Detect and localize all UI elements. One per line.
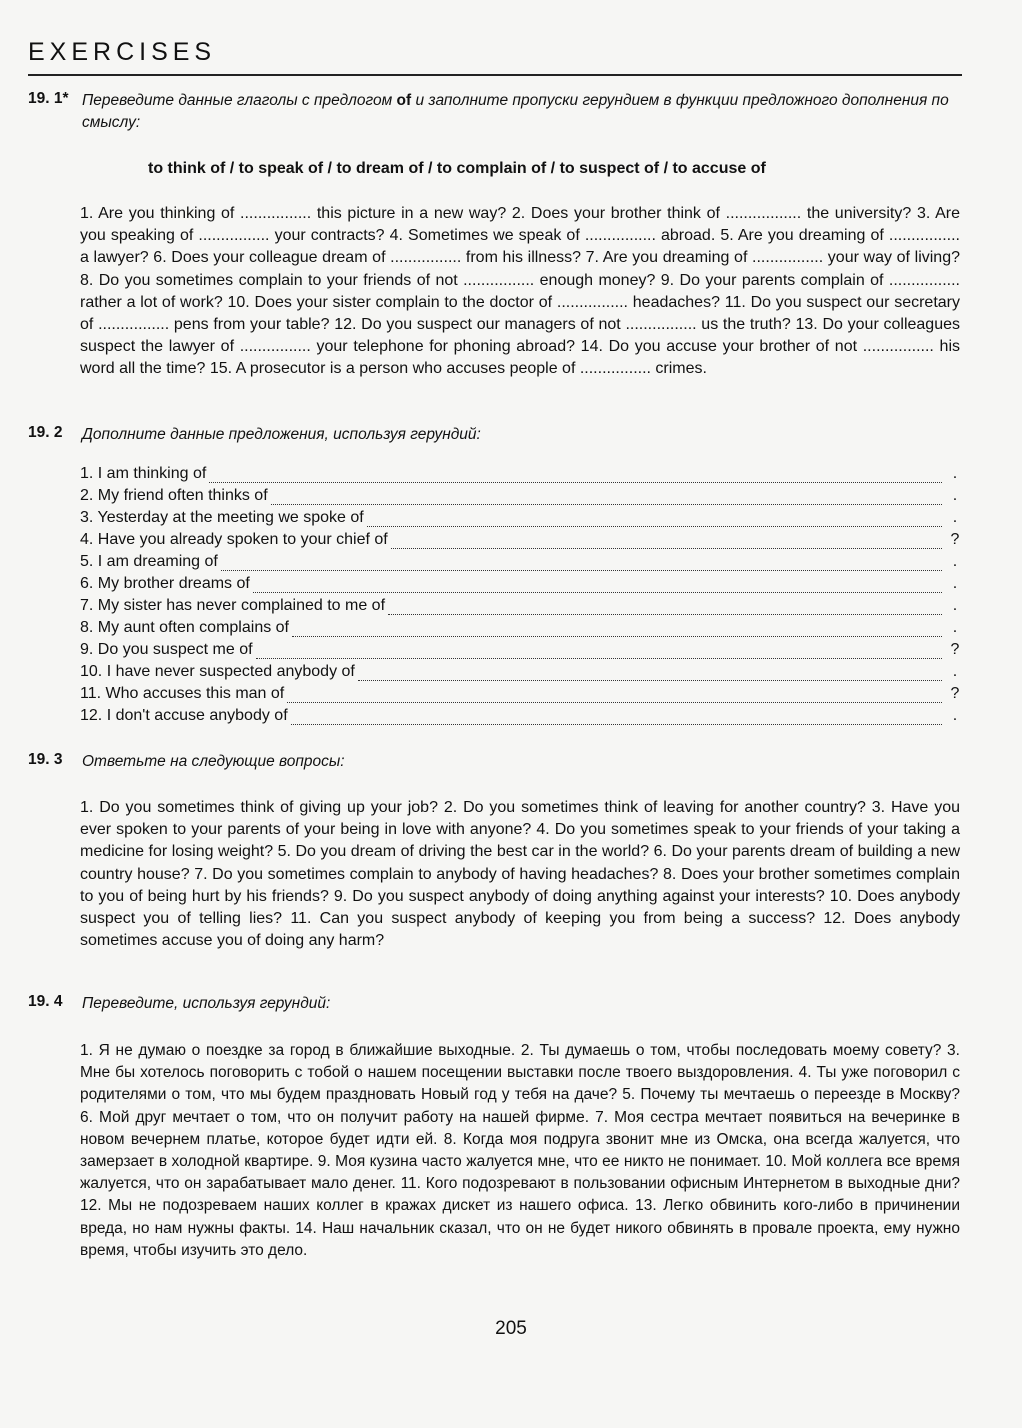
heading-rule [28, 74, 962, 76]
exercise-2-item [80, 663, 962, 685]
exercise-2-item-punctuation: ? [950, 685, 960, 702]
exercise-2-item-text: 12. I don't accuse anybody of [80, 707, 288, 724]
exercise-1-instruction [82, 90, 962, 134]
exercise-2-item [80, 575, 962, 597]
exercise-2-item-text: 3. Yesterday at the meeting we spoke of [80, 509, 364, 526]
answer-blank[interactable] [287, 701, 942, 703]
exercise-2-item [80, 685, 962, 707]
exercise-3-number: 19. 3 [28, 751, 63, 768]
exercise-2-item [80, 553, 962, 575]
exercise-1-instruction-part-b: и заполните пропуски герундием в функции предложного дополнения по смыслу: [82, 92, 949, 131]
exercise-2-item [80, 707, 962, 729]
exercise-1-text: 1. Are you thinking of ................ this picture in a new way? 2. Does your brother think of ................. the university? 3. Are you speaking of ................ your contracts? 4. Sometimes we speak of ................ abroad. 5. Are you dreaming of ................ a lawyer? 6. Does your colleague dream of ................ from his illness? 7. Are you dreaming of ................ your way of living? 8. Do you sometimes complain to your friends of not ................ enough money? 9. Do your parents complain of ................ rather a lot of work? 10. Does your sister complain to the doctor of ................ headaches? 11. Do you suspect our secretary of ................ pens from your table? 12. Do you suspect our managers of not ................ us the truth? 13. Do your colleagues suspect the lawyer of ................ your telephone for phoning abroad? 14. Do you accuse your brother of not ................ his word all the time? 15. A prosecutor is a person who accuses people of ................ crimes. [80, 205, 960, 378]
exercise-2-item-text: 7. My sister has never complained to me of [80, 597, 386, 614]
exercise-4-instruction: Переведите, используя герундий: [82, 995, 331, 1012]
exercise-2-item-punctuation: ? [950, 531, 960, 548]
exercise-2-item-punctuation: . [952, 619, 958, 636]
section-heading: EXERCISES [28, 38, 217, 66]
exercise-2-item [80, 597, 962, 619]
exercise-2-item-text: 8. My aunt often complains of [80, 619, 289, 636]
exercise-2-item-text: 5. I am dreaming of [80, 553, 218, 570]
exercise-2-item [80, 509, 962, 531]
answer-blank[interactable] [358, 679, 942, 681]
exercise-2-item-punctuation: . [952, 707, 958, 724]
exercise-2-number: 19. 2 [28, 424, 63, 441]
exercise-2-item [80, 641, 962, 663]
exercise-2-item-text: 6. My brother dreams of [80, 575, 250, 592]
exercise-3-text: 1. Do you sometimes think of giving up your job? 2. Do you sometimes think of leaving for another country? 3. Have you ever spoken to your parents of your being in love with anyone? 4. Do you sometimes speak to your friends of your taking a medicine for losing weight? 5. Do you dream of driving the best car in the world? 6. Do your parents dream of building a new country house? 7. Do you sometimes complain to anybody of having headaches? 8. Does your brother sometimes complain to you of being hurt by his friends? 9. Do you suspect anybody of doing anything against your interests? 10. Does anybody suspect you of telling lies? 11. Can you suspect anybody of keeping you from being a success? 12. Does anybody sometimes accuse you of doing any harm? [80, 799, 960, 950]
exercise-2-item-text: 2. My friend often thinks of [80, 487, 268, 504]
exercise-1-verb-list: to think of / to speak of / to dream of / to complain of / to suspect of / to accuse of [148, 160, 766, 177]
exercise-2-item-text: 10. I have never suspected anybody of [80, 663, 355, 680]
exercise-2-item-text: 1. I am thinking of [80, 465, 207, 482]
exercise-2-item [80, 531, 962, 553]
answer-blank[interactable] [221, 569, 942, 571]
exercise-1-instruction-part-a: Переведите данные глаголы с предлогом [82, 92, 397, 109]
answer-blank[interactable] [253, 591, 942, 593]
exercise-4-number: 19. 4 [28, 993, 63, 1010]
page-number: 205 [495, 1318, 527, 1339]
answer-blank[interactable] [209, 481, 942, 483]
exercise-2-item-text: 11. Who accuses this man of [80, 685, 285, 702]
exercise-2-item [80, 619, 962, 641]
exercise-1-instruction-of: of [396, 92, 412, 109]
exercise-4-text: 1. Я не думаю о поездке за город в ближайшие выходные. 2. Ты думаешь о том, чтобы последовать моему совету? 3. Мне бы хотелось поговорить с тобой о нашем посещении выставки после твоего выздоровления. 4. Ты уже поговорил с родителями о том, что мы будем праздновать Новый год у тебя на даче? 5. Почему ты мечтаешь о переезде в Москву? 6. Мой друг мечтает о том, что он получит работу на нашей фирме. 7. Моя сестра мечтает появиться на вечеринке в новом вечернем платье, которое будет идти ей. 8. Когда моя подруга звонит мне из Омска, она всегда жалуется, что замерзает в холодной квартире. 9. Моя кузина часто жалуется мне, что ее никто не понимает. 10. Мой коллега все время жалуется, что он зарабатывает мало денег. 11. Кого подозревают в пользовании офисным Интернетом в выходные дни? 12. Мы не подозреваем наших коллег в кражах дискет из нашего офиса. 13. Легко обвинить кого-либо в причинении вреда, но нам нужны факты. 14. Наш начальник сказал, что он не будет никого обвинять в провале проекта, ему нужно время, чтобы изучить это дело. [80, 1042, 960, 1259]
answer-blank[interactable] [388, 613, 942, 615]
exercise-2-item-punctuation: . [952, 553, 958, 570]
answer-blank[interactable] [271, 503, 942, 505]
answer-blank[interactable] [391, 547, 942, 549]
answer-blank[interactable] [367, 525, 942, 527]
answer-blank[interactable] [256, 657, 942, 659]
exercise-2-item [80, 465, 962, 487]
exercise-1-number: 19. 1* [28, 90, 69, 107]
exercise-2-item-punctuation: . [952, 465, 958, 482]
exercise-2-item-punctuation: ? [950, 641, 960, 658]
exercise-2-item [80, 487, 962, 509]
exercise-2-item-text: 4. Have you already spoken to your chief of [80, 531, 388, 548]
exercise-2-item-punctuation: . [952, 487, 958, 504]
exercise-2-item-punctuation: . [952, 663, 958, 680]
exercise-2-item-punctuation: . [952, 509, 958, 526]
exercise-2-list [80, 465, 962, 729]
exercise-2-instruction: Дополните данные предложения, используя герундий: [82, 426, 481, 443]
answer-blank[interactable] [292, 635, 942, 637]
answer-blank[interactable] [291, 723, 942, 725]
exercise-2-item-text: 9. Do you suspect me of [80, 641, 253, 658]
exercise-3-instruction: Ответьте на следующие вопросы: [82, 753, 345, 770]
exercise-2-item-punctuation: . [952, 575, 958, 592]
exercise-2-item-punctuation: . [952, 597, 958, 614]
